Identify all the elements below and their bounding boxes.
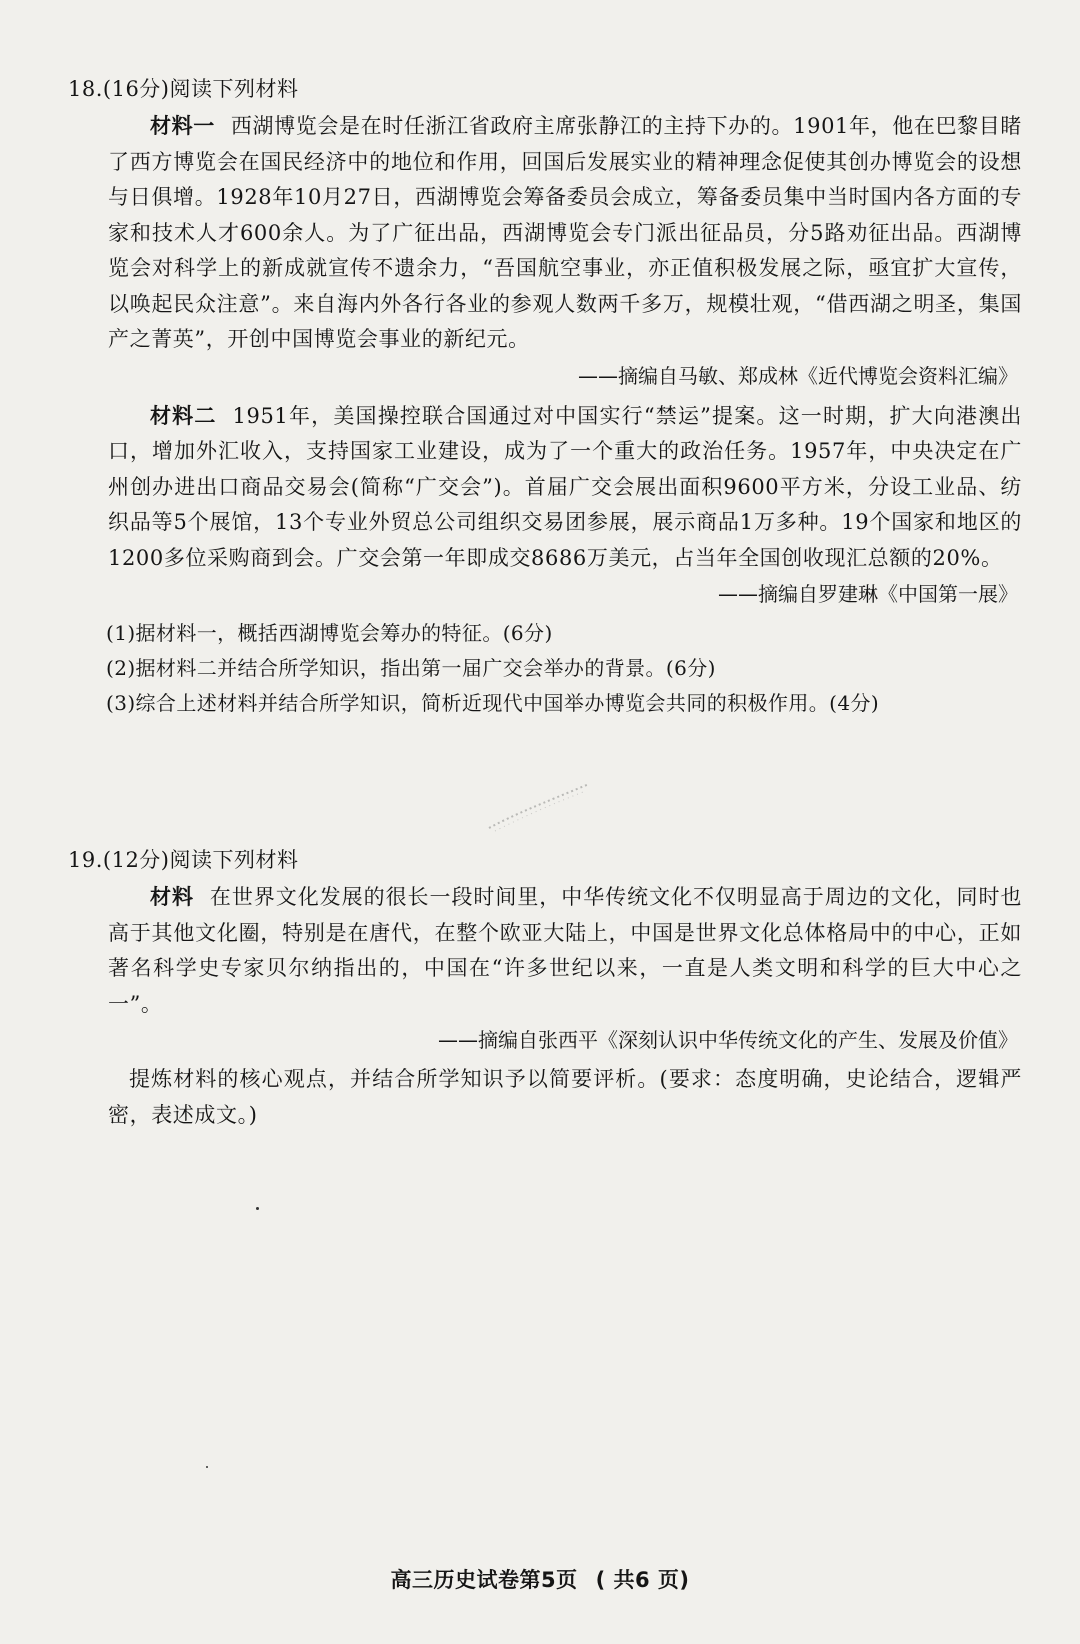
material-2-paragraph: [108, 398, 1022, 577]
material-text: 1951年，美国操控联合国通过对中国实行“禁运”提案。这一时期，扩大向港澳出口，增加外汇收入，支持国家工业建设，成为了一个重大的政治任务。1957年，中央决定在广州创办进出口商品交易会(简称“广交会”)。首届广交会展出面积9600平方米，分设工业品、纺织品等5个展馆，13个专业外贸总公司组织交易团参展，展示商品1万多种。19个国家和地区的1200多位采购商到会。广交会第一年即成交8686万美元，占当年全国创收现汇总额的20%。: [108, 403, 1022, 570]
material-label: 材料: [150, 884, 194, 909]
material-1-paragraph: [108, 108, 1022, 358]
material-label: 材料二: [150, 402, 217, 428]
material-text: 西湖博览会是在时任浙江省政府主席张静江的主持下办的。1901年，他在巴黎目睹了西方博览会在国民经济中的地位和作用，回国后发展实业的精神理念促使其创办博览会的设想与日俱增。1928年10月27日，西湖博览会筹备委员会成立，筹备委员集中当时国内各方面的专家和技术人才600余人。为了广征出品，西湖博览会专门派出征品员，分5路劝征出品。西湖博览会对科学上的新成就宣传不遗余力，“吾国航空事业，亦正值积极发展之际，亟宜扩大宣传，以唤起民众注意”。来自海内外各行各业的参观人数两千多万，规模壮观，“借西湖之明圣，集国产之菁英”，开创中国博览会事业的新纪元。: [108, 114, 1022, 351]
subquestion-1: (1)据材料一，概括西湖博览会筹办的特征。(6分): [106, 621, 553, 645]
scan-artifact-mark: [485, 776, 595, 836]
subquestion-2: (2)据材料二并结合所学知识，指出第一届广交会举办的背景。(6分): [106, 656, 716, 680]
footer-title: 高三历史试卷第5页: [390, 1568, 578, 1592]
scan-speck: [206, 1466, 208, 1468]
question-18: [68, 72, 1022, 721]
subquestion-3: (3)综合上述材料并结合所学知识，简析近现代中国举办博览会共同的积极作用。(4分): [106, 691, 880, 715]
scan-speck: [256, 1207, 259, 1210]
question-header: 18.(16分)阅读下列材料: [68, 77, 299, 101]
material-source: ——摘编自张西平《深刻认识中华传统文化的产生、发展及价值》: [438, 1028, 1018, 1052]
material-text: 在世界文化发展的很长一段时间里，中华传统文化不仅明显高于周边的文化，同时也高于其他文化圈，特别是在唐代，在整个欧亚大陆上，中国是世界文化总体格局中的中心，正如著名科学史专家贝尔纳指出的，中国在“许多世纪以来，一直是人类文明和科学的巨大中心之一”。: [108, 885, 1022, 1016]
material-label: 材料一: [150, 113, 215, 138]
material-source: ——摘编自罗建琳《中国第一展》: [718, 582, 1018, 606]
essay-task: 提炼材料的核心观点，并结合所学知识予以简要评析。(要求：态度明确，史论结合，逻辑严密，表述成文。): [108, 1067, 1022, 1127]
question-header: 19.(12分)阅读下列材料: [68, 848, 299, 872]
footer-page-count: ( 共6 页): [595, 1568, 690, 1592]
page-footer: [0, 1564, 1080, 1594]
material-source: ——摘编自马敏、郑成林《近代博览会资料汇编》: [578, 363, 1018, 388]
material-paragraph: [108, 879, 1022, 1022]
question-19: [68, 843, 1022, 1133]
